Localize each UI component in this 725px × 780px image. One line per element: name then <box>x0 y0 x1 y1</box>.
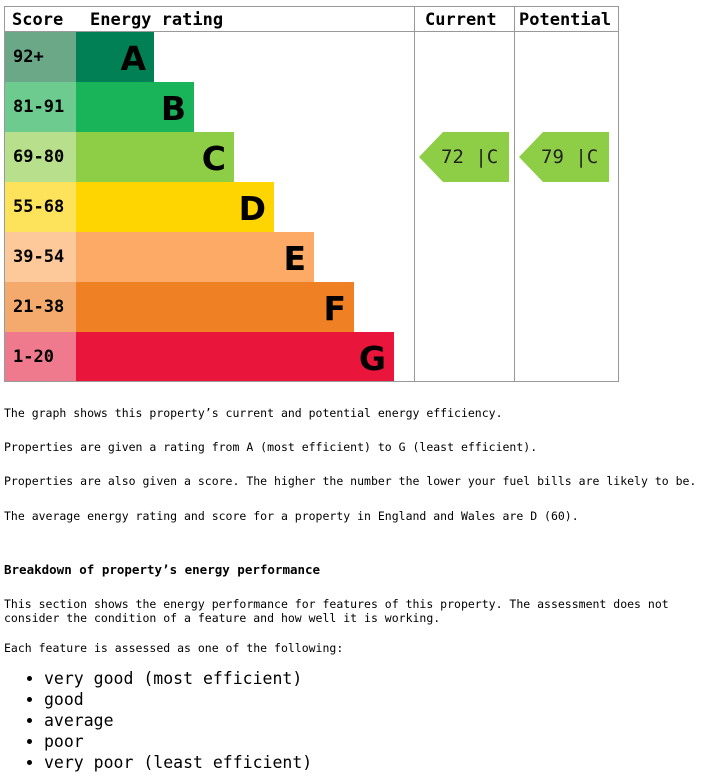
list-item: • very poor (least efficient) <box>44 752 312 773</box>
list-item: • average <box>44 710 312 731</box>
score-range-a: 92+ <box>5 32 76 82</box>
breakdown-description: This section shows the energy performance for features of this property. The assessment does not consider the condition of a feature and how well it is working. <box>4 597 669 625</box>
score-range-e: 39-54 <box>5 232 76 282</box>
band-bar-c <box>76 132 234 182</box>
score-range-c: 69-80 <box>5 132 76 182</box>
band-letter-g: G <box>358 339 386 378</box>
score-paragraph: Properties are also given a score. The higher the number the lower your fuel bills are likely to be. <box>4 474 697 488</box>
energy-rating-header: Energy rating <box>90 10 224 30</box>
score-range-g: 1-20 <box>5 332 76 382</box>
list-item: • very good (most efficient) <box>44 668 312 689</box>
band-letter-a: A <box>120 39 146 78</box>
band-letter-b: B <box>160 89 186 128</box>
band-bar-f <box>76 282 354 332</box>
assessment-intro: Each feature is assessed as one of the following: <box>4 641 344 655</box>
intro-paragraph: The graph shows this property’s current and potential energy efficiency. <box>4 406 503 420</box>
list-item: • poor <box>44 731 312 752</box>
current-column-divider <box>414 7 415 381</box>
band-bar-e <box>76 232 314 282</box>
current-rating-arrow <box>419 132 509 182</box>
list-item: • good <box>44 689 312 710</box>
band-letter-e: E <box>283 239 306 278</box>
band-bar-b <box>76 82 194 132</box>
band-letter-c: C <box>201 139 226 178</box>
score-range-d: 55-68 <box>5 182 76 232</box>
score-range-f: 21-38 <box>5 282 76 332</box>
potential-rating-arrow <box>519 132 609 182</box>
average-rating-paragraph: The average energy rating and score for a property in England and Wales are D (60). <box>4 509 579 523</box>
potential-column-divider <box>514 7 515 381</box>
rating-scale-paragraph: Properties are given a rating from A (most efficient) to G (least efficient). <box>4 440 538 454</box>
current-rating-label: 72 |C <box>441 146 499 168</box>
current-header: Current <box>425 10 497 30</box>
score-header: Score <box>12 10 64 30</box>
potential-header: Potential <box>519 10 612 30</box>
band-bar-a <box>76 32 154 82</box>
energy-rating-chart <box>4 6 619 382</box>
band-letter-d: D <box>238 189 266 228</box>
breakdown-heading: Breakdown of property’s energy performance <box>4 562 321 577</box>
band-bar-d <box>76 182 274 232</box>
band-bar-g <box>76 332 394 382</box>
band-letter-f: F <box>323 289 346 328</box>
feature-rating-list <box>22 668 312 773</box>
score-range-b: 81-91 <box>5 82 76 132</box>
potential-rating-label: 79 |C <box>541 146 599 168</box>
